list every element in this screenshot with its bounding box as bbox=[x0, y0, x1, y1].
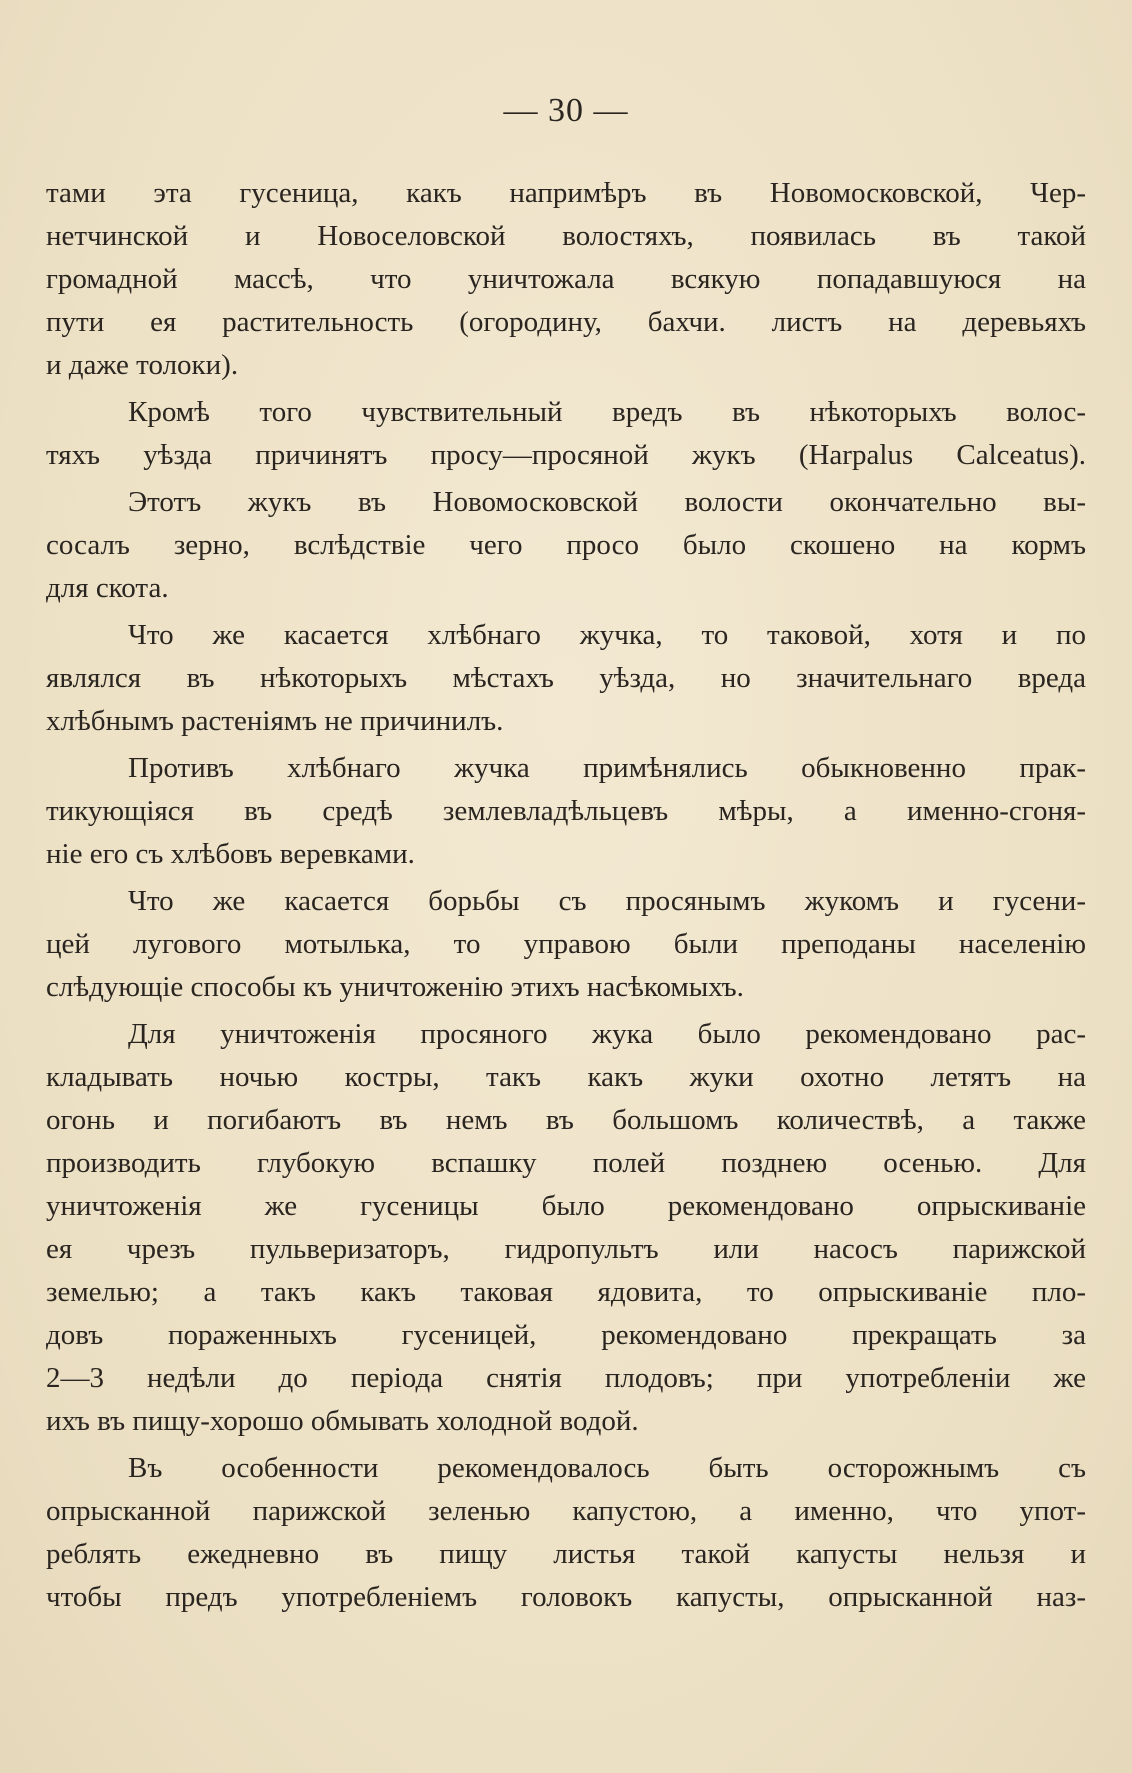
body-text bbox=[46, 172, 1086, 1619]
text-line: огонь и погибаютъ въ немъ въ большомъ количествѣ, а также bbox=[46, 1104, 1086, 1136]
text-line: являлся въ нѣкоторыхъ мѣстахъ уѣзда, но значительнаго вреда bbox=[46, 662, 1086, 694]
paragraph-5 bbox=[46, 747, 1086, 876]
text-line: пути ея растительность (огородину, бахчи. листъ на деревьяхъ bbox=[46, 306, 1086, 338]
text-line: и даже толоки). bbox=[46, 349, 239, 381]
paragraph-2 bbox=[46, 391, 1086, 477]
text-line: Въ особенности рекомендовалось быть осторожнымъ съ bbox=[128, 1452, 1086, 1484]
text-line: ея чрезъ пульверизаторъ, гидропультъ или насосъ парижской bbox=[46, 1233, 1086, 1265]
text-line: 2—3 недѣли до періода снятія плодовъ; при употребленіи же bbox=[46, 1362, 1086, 1394]
text-line: реблять ежедневно въ пищу листья такой капусты нельзя и bbox=[46, 1538, 1086, 1570]
paragraph-6 bbox=[46, 880, 1086, 1009]
text-line: чтобы предъ употребленіемъ головокъ капусты, опрысканной наз- bbox=[46, 1581, 1086, 1613]
text-line: цей лугового мотылька, то управою были преподаны населенію bbox=[46, 928, 1086, 960]
page-number: — 30 — bbox=[503, 92, 629, 129]
text-line: тами эта гусеница, какъ напримѣръ въ Новомосковской, Чер- bbox=[46, 177, 1086, 209]
text-line: хлѣбнымъ растеніямъ не причинилъ. bbox=[46, 705, 504, 737]
paragraph-3 bbox=[46, 481, 1086, 610]
text-line: нетчинской и Новоселовской волостяхъ, появилась въ такой bbox=[46, 220, 1086, 252]
paragraph-4 bbox=[46, 614, 1086, 743]
text-line: довъ пораженныхъ гусеницей, рекомендовано прекращать за bbox=[46, 1319, 1086, 1351]
text-line: кладывать ночью костры, такъ какъ жуки охотно летятъ на bbox=[46, 1061, 1086, 1093]
text-line: для скота. bbox=[46, 572, 169, 604]
text-line: Кромѣ того чувствительный вредъ въ нѣкоторыхъ волос- bbox=[128, 396, 1086, 428]
text-line: слѣдующіе способы къ уничтоженію этихъ насѣкомыхъ. bbox=[46, 971, 744, 1003]
text-line: опрысканной парижской зеленью капустою, а именно, что упот- bbox=[46, 1495, 1086, 1527]
text-line: уничтоженія же гусеницы было рекомендовано опрыскиваніе bbox=[46, 1190, 1086, 1222]
text-line: Что же касается борьбы съ просянымъ жукомъ и гусени- bbox=[128, 885, 1086, 917]
text-line: Противъ хлѣбнаго жучка примѣнялись обыкновенно прак- bbox=[128, 752, 1086, 784]
text-line: громадной массѣ, что уничтожала всякую попадавшуюся на bbox=[46, 263, 1086, 295]
text-line: ихъ въ пищу-хорошо обмывать холодной водой. bbox=[46, 1405, 639, 1437]
text-line: Этотъ жукъ въ Новомосковской волости окончательно вы- bbox=[128, 486, 1086, 518]
paragraph-7 bbox=[46, 1013, 1086, 1443]
text-line: производить глубокую вспашку полей позднею осенью. Для bbox=[46, 1147, 1086, 1179]
text-line: тикующіяся въ средѣ землевладѣльцевъ мѣры, а именно-сгоня- bbox=[46, 795, 1086, 827]
text-line: тяхъ уѣзда причинятъ просу—просяной жукъ (Harpalus Calceatus). bbox=[46, 439, 1086, 471]
text-line: Для уничтоженія просяного жука было рекомендовано рас- bbox=[128, 1018, 1086, 1050]
paragraph-8 bbox=[46, 1447, 1086, 1619]
text-line: ніе его съ хлѣбовъ веревками. bbox=[46, 838, 415, 870]
text-line: земелью; а такъ какъ таковая ядовита, то опрыскиваніе пло- bbox=[46, 1276, 1086, 1308]
paragraph-1 bbox=[46, 172, 1086, 387]
text-line: сосалъ зерно, вслѣдствіе чего просо было скошено на кормъ bbox=[46, 529, 1086, 561]
text-line: Что же касается хлѣбнаго жучка, то таковой, хотя и по bbox=[128, 619, 1086, 651]
